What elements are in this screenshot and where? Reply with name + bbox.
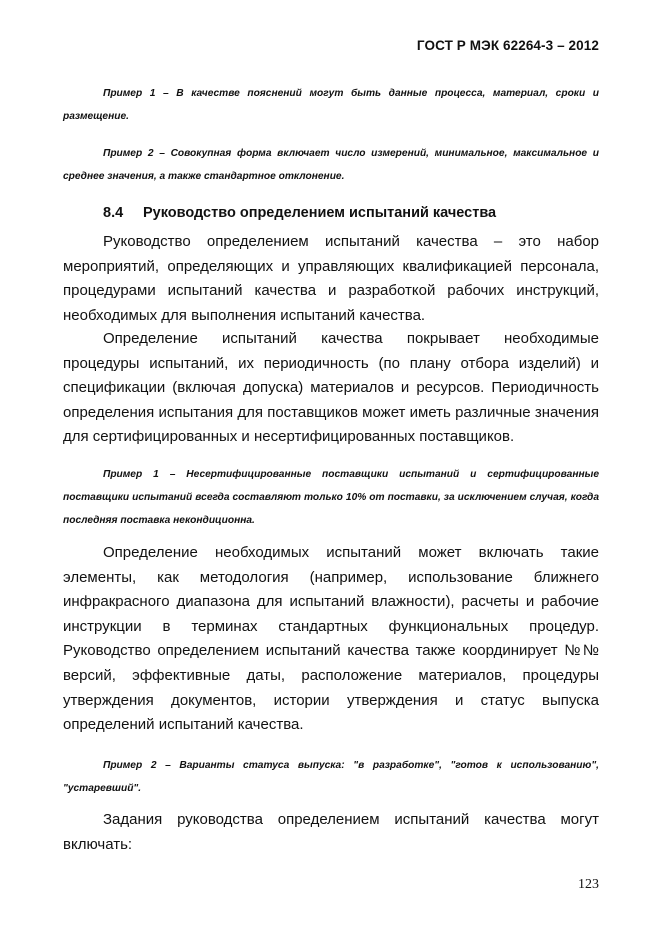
document-header: ГОСТ Р МЭК 62264-3 – 2012 [416, 38, 599, 53]
paragraph-tasks: Задания руководства определением испытаний качества могут включать: [63, 811, 599, 853]
section-number: 8.4 [103, 205, 124, 221]
paragraph-definition: Руководство определением испытаний качества – это набор мероприятий, определяющих и управляющих квалификацией персонала, процедурами испытаний качества и разработкой рабочих инструкций, необходимых для выполнения испытаний качества. [63, 233, 599, 324]
note-example-3: Пример 1 – Несертифицированные поставщики испытаний и сертифицированные поставщики испытаний всегда составляют только 10% от поставки, за исключением случая, когда последняя поставка некондиционна. [63, 469, 599, 526]
section-heading [103, 205, 496, 221]
paragraph-elements: Определение необходимых испытаний может включать такие элементы, как методология (например, использование ближнего инфракрасного диапазона для испытаний влажности), расчеты и рабочие инструкции в терминах стандартных функциональных процедур. Руководство определением испытаний качества также координирует №№ версий, эффективные даты, расположение материалов, процедуры утверждения документов, истории утверждения и статус выпуска определений испытаний качества. [63, 544, 599, 734]
page-number: 123 [578, 877, 599, 892]
paragraph-coverage: Определение испытаний качества покрывает необходимые процедуры испытаний, их периодичность (по плану отбора изделий) и спецификации (включая допуска) материалов и ресурсов. Периодичность определения испытания для поставщиков может иметь различные значения для сертифицированных и несертифицированных поставщиков. [63, 330, 599, 446]
note-example-1: Пример 1 – В качестве пояснений могут быть данные процесса, материал, сроки и размещение. [63, 88, 599, 122]
section-title: Руководство определением испытаний качества [143, 205, 497, 221]
note-example-2: Пример 2 – Совокупная форма включает число измерений, минимальное, максимальное и среднее значения, а также стандартное отклонение. [63, 148, 599, 182]
note-example-4: Пример 2 – Варианты статуса выпуска: "в разработке", "готов к использованию", "устаревший". [63, 760, 599, 794]
